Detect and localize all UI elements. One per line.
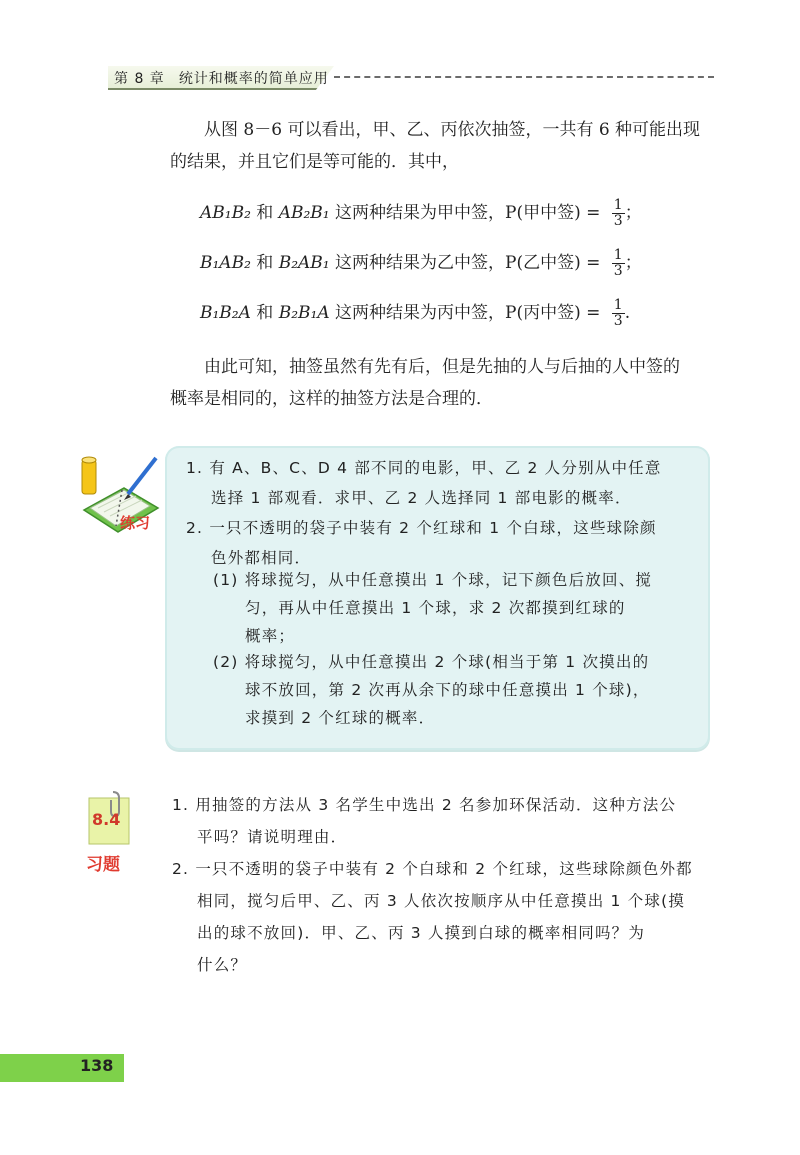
exercise-line: (2) 将球搅匀，从中任意摸出 2 个球(相当于第 1 次摸出的 (213, 653, 650, 671)
outcome-b: AB₂B₁ (278, 203, 330, 223)
exercise-line: (1) 将球搅匀，从中任意摸出 1 个球，记下颜色后放回、搅 (213, 571, 653, 589)
fraction (612, 248, 625, 279)
and-word: 和 (250, 203, 279, 223)
outcome-a: B₁AB₂ (200, 253, 251, 273)
fraction-denominator: 3 (613, 213, 623, 229)
equation-text: 这两种结果为丙中签， (329, 303, 506, 323)
problem-line: 出的球不放回)．甲、乙、丙 3 人摸到白球的概率相同吗？为 (197, 924, 646, 942)
outcome-b: B₂AB₁ (278, 253, 330, 273)
fraction-numerator: 1 (613, 297, 623, 313)
fraction (612, 198, 625, 229)
problem-line: 1. 用抽签的方法从 3 名学生中选出 2 名参加环保活动．这种方法公 (172, 796, 677, 814)
and-word: 和 (250, 303, 279, 323)
problems-label: 习题 (86, 855, 120, 875)
section-number: 8.4 (92, 810, 121, 829)
exercise-line: 概率； (245, 627, 296, 645)
equation-text: 这两种结果为甲中签， (329, 203, 506, 223)
problem-line: 平吗？请说明理由． (197, 828, 348, 846)
probability-expression: P(乙中签) = (505, 253, 606, 273)
equation-text: 这两种结果为乙中签， (329, 253, 506, 273)
problem-line: 什么？ (197, 956, 248, 974)
paragraph-2-line-2: 概率是相同的，这样的抽签方法是合理的． (170, 389, 493, 409)
fraction-denominator: 3 (613, 263, 623, 279)
paragraph-1-line-1: 从图 8－6 可以看出，甲、乙、丙依次抽签，一共有 6 种可能出现 (204, 120, 701, 140)
problem-line: 2. 一只不透明的袋子中装有 2 个白球和 2 个红球，这些球除颜色外都 (172, 860, 693, 878)
outcome-a: B₁B₂A (200, 303, 251, 323)
paragraph-1-line-2: 的结果，并且它们是等可能的．其中， (170, 152, 459, 172)
semicolon: ； (624, 203, 642, 223)
problem-line: 相同，搅匀后甲、乙、丙 3 人依次按顺序从中任意摸出 1 个球(摸 (197, 892, 686, 910)
equation-jia (200, 198, 642, 229)
chapter-title: 统计和概率的简单应用 (178, 71, 329, 87)
header-dashed-rule (334, 76, 714, 78)
exercise-line: 2. 一只不透明的袋子中装有 2 个红球和 1 个白球，这些球除颜 (186, 519, 657, 537)
probability-expression: P(丙中签) = (505, 303, 606, 323)
header-text (114, 68, 329, 88)
fraction-numerator: 1 (613, 247, 623, 263)
exercise-line: 1. 有 A、B、C、D 4 部不同的电影，甲、乙 2 人分别从中任意 (186, 459, 662, 477)
and-word: 和 (250, 253, 279, 273)
equation-bing (200, 298, 630, 329)
probability-expression: P(甲中签) = (505, 203, 606, 223)
exercise-label: 练习 (120, 514, 151, 532)
outcome-a: AB₁B₂ (200, 203, 251, 223)
paragraph-2-line-1: 由此可知，抽签虽然有先有后，但是先抽的人与后抽的人中签的 (204, 357, 680, 377)
chapter-number: 第 8 章 (114, 71, 165, 87)
page-number: 138 (80, 1056, 114, 1075)
exercise-line: 求摸到 2 个红球的概率． (245, 709, 436, 727)
fraction-denominator: 3 (613, 313, 623, 329)
semicolon: ； (624, 253, 642, 273)
equation-yi (200, 248, 642, 279)
outcome-b: B₂B₁A (278, 303, 330, 323)
fraction-numerator: 1 (613, 197, 623, 213)
exercise-line: 球不放回，第 2 次再从余下的球中任意摸出 1 个球)， (245, 681, 650, 699)
exercise-line: 选择 1 部观看．求甲、乙 2 人选择同 1 部电影的概率． (211, 489, 632, 507)
period: . (624, 303, 631, 323)
fraction (612, 298, 625, 329)
running-header (108, 64, 713, 90)
exercise-line: 色外都相同． (211, 549, 312, 567)
exercise-line: 匀，再从中任意摸出 1 个球，求 2 次都摸到红球的 (245, 599, 626, 617)
